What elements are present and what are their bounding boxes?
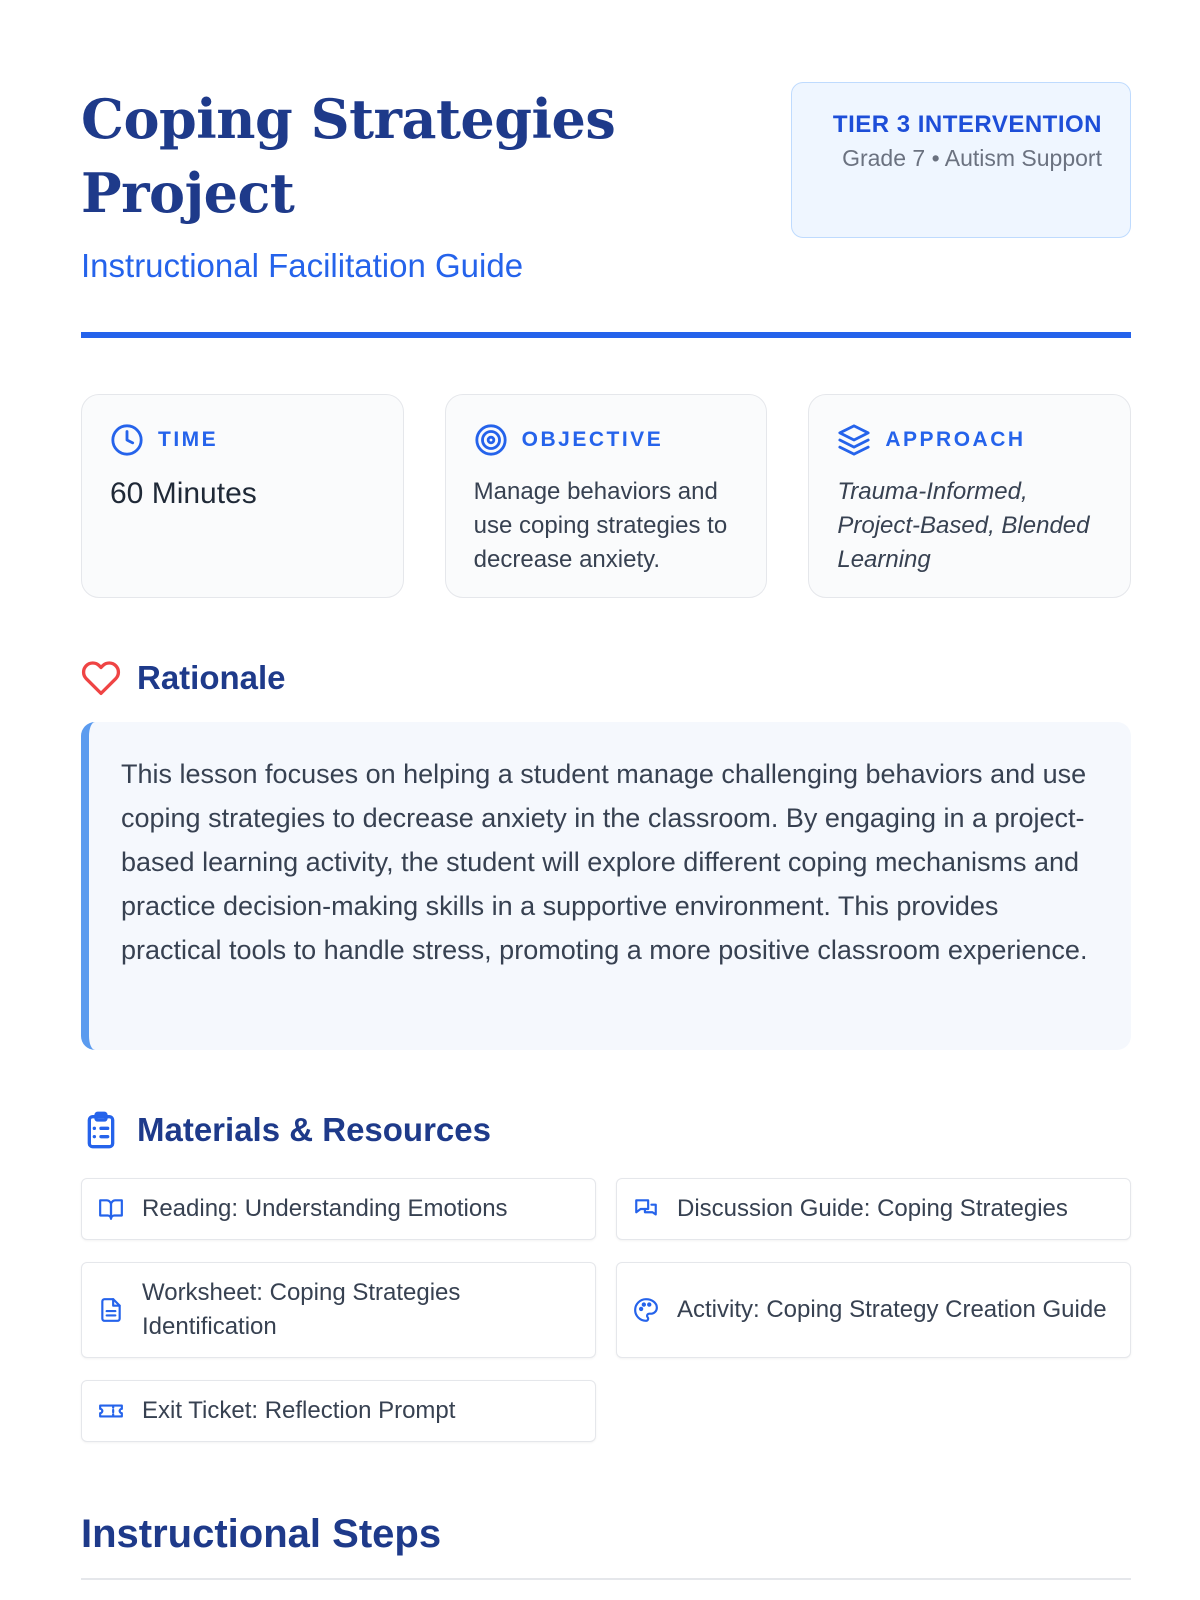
time-label: TIME [158, 428, 219, 451]
rationale-text: This lesson focuses on helping a student manage challenging behaviors and use coping strategies to decrease anxiety in the classroom. By engaging in a project-based learning activity, the student will explore different coping mechanisms and practice decision-making skills in a supportive environment. This provides practical tools to handle stress, promoting a more positive classroom experience. [121, 759, 1088, 965]
material-item[interactable] [81, 1380, 596, 1442]
ticket-icon [98, 1398, 124, 1424]
rationale-title: Rationale [137, 659, 286, 696]
clipboard-icon [81, 1110, 121, 1150]
rationale-heading [81, 658, 286, 698]
book-icon [98, 1196, 124, 1222]
palette-icon [633, 1297, 659, 1323]
material-label: Worksheet: Coping Strategies Identification [142, 1279, 461, 1340]
material-item[interactable] [81, 1262, 596, 1358]
rationale-box [81, 722, 1131, 1050]
document-icon [98, 1297, 124, 1323]
facilitation-guide-page [81, 0, 1131, 1556]
approach-label: APPROACH [885, 428, 1026, 451]
tier-badge [791, 82, 1131, 238]
material-label: Discussion Guide: Coping Strategies [677, 1195, 1068, 1222]
material-label: Exit Ticket: Reflection Prompt [142, 1397, 456, 1424]
material-item[interactable] [81, 1178, 596, 1240]
objective-card [445, 394, 768, 598]
objective-value: Manage behaviors and use coping strategies to decrease anxiety. [473, 478, 728, 573]
materials-heading [81, 1110, 491, 1150]
approach-value: Trauma-Informed, Project-Based, Blended Learning [837, 478, 1090, 573]
target-icon [474, 423, 508, 457]
time-value: 60 Minutes [110, 477, 257, 510]
steps-title: Instructional Steps [81, 1512, 442, 1556]
tier-detail: Grade 7 • Autism Support [842, 145, 1102, 171]
clock-icon [110, 423, 144, 457]
materials-title: Materials & Resources [137, 1111, 491, 1148]
page-header [81, 0, 1131, 340]
approach-card [808, 394, 1131, 598]
material-label: Activity: Coping Strategy Creation Guide [677, 1296, 1107, 1323]
material-item[interactable] [616, 1262, 1131, 1358]
time-card [81, 394, 404, 598]
header-divider [81, 332, 1131, 338]
material-item[interactable] [616, 1178, 1131, 1240]
chat-icon [633, 1196, 659, 1222]
layers-icon [837, 423, 871, 457]
page-title: Coping Strategies Project [81, 87, 616, 225]
page-subtitle: Instructional Facilitation Guide [81, 247, 524, 284]
steps-divider [81, 1578, 1131, 1580]
tier-label: TIER 3 INTERVENTION [832, 111, 1102, 138]
heart-icon [81, 658, 121, 698]
info-cards [81, 394, 1131, 598]
objective-label: OBJECTIVE [521, 428, 664, 451]
material-label: Reading: Understanding Emotions [142, 1195, 508, 1222]
